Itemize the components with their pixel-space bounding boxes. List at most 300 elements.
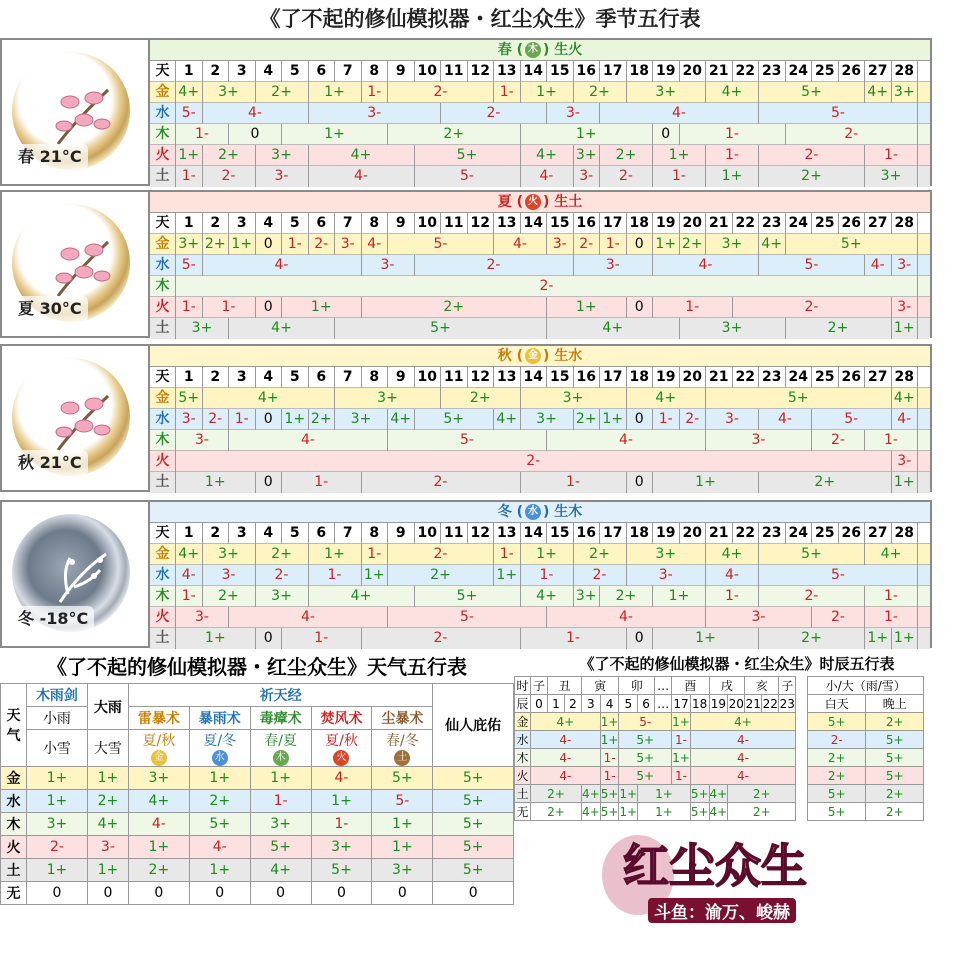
element-value: 1- <box>309 565 362 586</box>
day-number: 10 <box>415 523 442 544</box>
element-row-gold <box>150 82 930 103</box>
day-number: 21 <box>706 367 733 388</box>
element-value: 4- <box>653 255 759 276</box>
shi-label: 时 <box>515 677 531 695</box>
element-value: 1- <box>706 586 759 607</box>
day-number: 18 <box>627 523 654 544</box>
day-number: 12 <box>468 213 495 234</box>
element-value: 1- <box>176 124 229 145</box>
element-label: 木 <box>1 813 27 836</box>
season-grid <box>150 502 930 649</box>
element-value: 1- <box>865 430 918 451</box>
weather-value: 1+ <box>372 836 433 859</box>
element-label: 土 <box>1 859 27 882</box>
element-value: 2+ <box>256 544 309 565</box>
element-value: 3+ <box>574 145 601 166</box>
element-value: 2- <box>176 276 918 297</box>
day-number: 11 <box>441 213 468 234</box>
day-number: 18 <box>627 61 654 82</box>
weather-value: 1+ <box>27 790 88 813</box>
spell-season: 夏/秋 火 <box>311 730 372 767</box>
element-value: 3+ <box>521 409 574 430</box>
day-number: 5 <box>282 523 309 544</box>
weather-value: 5+ <box>433 859 514 882</box>
element-value: 2- <box>256 565 309 586</box>
element-value: 3- <box>892 255 919 276</box>
daxue-header: 大雪 <box>87 730 128 767</box>
element-value: 5+ <box>176 388 203 409</box>
shichen-grid <box>514 676 924 821</box>
element-value: 4- <box>362 234 389 255</box>
element-value: 1- <box>176 297 203 318</box>
weather-table <box>0 651 514 923</box>
weather-grid <box>0 683 514 905</box>
day-number: 27 <box>865 213 892 234</box>
weather-value: 1+ <box>311 790 372 813</box>
element-label: 水 <box>150 103 176 124</box>
element-value: 4- <box>203 255 362 276</box>
day-number: 20 <box>680 61 707 82</box>
element-row-earth <box>150 318 930 339</box>
day-number: 13 <box>494 367 521 388</box>
element-value: 4- <box>203 103 309 124</box>
element-value: 4+ <box>388 409 415 430</box>
element-value: 3- <box>892 297 919 318</box>
day-row <box>150 213 930 234</box>
spell-season: 春/夏 木 <box>250 730 311 767</box>
element-value: 4- <box>547 607 706 628</box>
season-generates: 生土 <box>554 194 583 210</box>
element-circle-icon: 金 <box>525 348 541 364</box>
day-label: 天 <box>150 367 176 388</box>
element-value: 0 <box>229 124 282 145</box>
day-number: 7 <box>335 213 362 234</box>
day-number: 14 <box>521 367 548 388</box>
day-number: 17 <box>600 213 627 234</box>
element-label: 木 <box>515 749 531 767</box>
xiaoxue-header: 小雪 <box>27 730 88 767</box>
element-circle-icon: 火 <box>525 194 541 210</box>
element-label: 木 <box>150 276 176 297</box>
element-value: 1- <box>362 544 389 565</box>
element-value: 1- <box>680 124 786 145</box>
element-value: 2+ <box>759 472 892 493</box>
element-value: 1- <box>653 409 680 430</box>
weather-value: 0 <box>128 882 189 905</box>
element-value: 3- <box>176 409 203 430</box>
element-value: 1- <box>362 82 389 103</box>
weather-value: 0 <box>189 882 250 905</box>
weather-value: 3- <box>87 836 128 859</box>
shi-cell: 戌 <box>709 677 745 695</box>
element-value: 1- <box>176 586 203 607</box>
weather-small-label: 小/大（雨/雪） <box>808 677 924 695</box>
element-value: 2+ <box>256 82 309 103</box>
element-value: 5+ <box>759 82 865 103</box>
day-number: 27 <box>865 61 892 82</box>
element-label: 水 <box>1 790 27 813</box>
weather-value: 1+ <box>189 767 250 790</box>
day-number: 5 <box>282 61 309 82</box>
season-generates: 生木 <box>554 504 583 520</box>
element-value: 2- <box>600 166 653 187</box>
element-value: 4- <box>176 565 203 586</box>
element-value: 1+ <box>309 82 362 103</box>
element-value: 1+ <box>229 234 256 255</box>
day-number: 24 <box>786 61 813 82</box>
element-value: 2- <box>362 472 521 493</box>
day-number: 19 <box>653 61 680 82</box>
day-number: 26 <box>839 523 866 544</box>
element-circle-icon: 水 <box>212 750 228 766</box>
day-number: 22 <box>733 367 760 388</box>
spell-season: 春/冬 土 <box>372 730 433 767</box>
night-label: 晚上 <box>866 695 924 713</box>
element-value: 0 <box>653 124 680 145</box>
element-value: 3- <box>706 607 812 628</box>
spell-season: 夏/秋 金 <box>128 730 189 767</box>
weather-value: 0 <box>372 882 433 905</box>
day-number: 26 <box>839 367 866 388</box>
day-number: 22 <box>733 61 760 82</box>
element-value: 3+ <box>680 318 786 339</box>
season-temperature: 秋 21°C <box>12 450 88 476</box>
element-value: 1+ <box>521 544 574 565</box>
element-value: 3- <box>547 234 574 255</box>
element-value: 1- <box>494 544 521 565</box>
element-value: 2+ <box>203 234 230 255</box>
day-number: 11 <box>441 367 468 388</box>
element-value: 1+ <box>892 318 919 339</box>
element-value: 2- <box>733 297 892 318</box>
weather-value: 1- <box>311 813 372 836</box>
element-value: 4+ <box>706 82 759 103</box>
muyu-header: 木雨剑 <box>27 684 88 707</box>
day-number: 3 <box>229 213 256 234</box>
element-value: 2+ <box>203 145 256 166</box>
element-value: 1+ <box>521 124 654 145</box>
element-value: 3+ <box>892 82 919 103</box>
season-grid <box>150 192 930 339</box>
day-number: 8 <box>362 367 389 388</box>
element-value: 4- <box>706 565 759 586</box>
day-number: 1 <box>176 213 203 234</box>
day-number: 13 <box>494 213 521 234</box>
element-value: 2- <box>176 451 892 472</box>
element-value: 3+ <box>256 586 309 607</box>
day-number: 14 <box>521 61 548 82</box>
element-row-gold <box>150 388 930 409</box>
element-value: 4+ <box>759 234 786 255</box>
element-value: 4+ <box>706 544 759 565</box>
weather-value: 1+ <box>372 813 433 836</box>
day-number: 23 <box>759 367 786 388</box>
element-value: 5+ <box>415 586 521 607</box>
season-table-summer <box>0 190 932 338</box>
weather-value: 4- <box>189 836 250 859</box>
element-label: 土 <box>150 318 176 339</box>
element-value: 3- <box>176 430 229 451</box>
day-number: 21 <box>706 523 733 544</box>
element-value: 2- <box>388 544 494 565</box>
element-value: 1- <box>653 297 733 318</box>
xiaoyu-header: 小雨 <box>27 707 88 730</box>
element-circle-icon: 土 <box>394 750 410 766</box>
element-value: 4- <box>521 166 574 187</box>
element-circle-icon: 木 <box>273 750 289 766</box>
weather-corner: 天气 <box>1 684 27 767</box>
element-circle-icon: 木 <box>525 42 541 58</box>
chen-cell: 1 <box>548 695 565 713</box>
element-row-fire <box>150 607 930 628</box>
day-number: 17 <box>600 61 627 82</box>
element-label: 土 <box>150 628 176 649</box>
weather-row <box>1 813 514 836</box>
season-grid <box>150 40 930 187</box>
day-number: 7 <box>335 367 362 388</box>
day-number: 6 <box>309 213 336 234</box>
element-value: 1- <box>229 409 256 430</box>
shichen-row: 水 4- 1+ 5+ 1- 4- 2- 5+ <box>515 731 924 749</box>
day-number: 9 <box>388 61 415 82</box>
shi-cell: 亥 <box>745 677 779 695</box>
weather-row <box>1 790 514 813</box>
element-value: 1- <box>521 565 574 586</box>
element-value: 1- <box>494 82 521 103</box>
element-value: 3+ <box>203 544 256 565</box>
day-number: 10 <box>415 213 442 234</box>
chen-cell: 2 <box>565 695 582 713</box>
day-number: 11 <box>441 61 468 82</box>
day-label: 白天 <box>808 695 866 713</box>
weather-value: 2- <box>27 836 88 859</box>
element-label: 火 <box>150 451 176 472</box>
spell-name: 雷暴术 <box>128 707 189 730</box>
weather-row <box>1 859 514 882</box>
element-value: 4+ <box>865 82 892 103</box>
element-row-wood <box>150 124 930 145</box>
element-value: 2- <box>441 103 547 124</box>
element-label: 土 <box>150 166 176 187</box>
day-number: 6 <box>309 523 336 544</box>
shi-cell: … <box>655 677 672 695</box>
season-icon-autumn <box>2 346 150 490</box>
shichen-table <box>514 652 960 821</box>
element-row-water <box>150 103 930 124</box>
element-value: 0 <box>627 234 654 255</box>
element-row-gold <box>150 234 930 255</box>
day-number: 5 <box>282 367 309 388</box>
season-header: 冬 ( 水 ) 生木 <box>150 502 930 523</box>
element-value: 3- <box>892 451 919 472</box>
day-label: 天 <box>150 61 176 82</box>
season-table-winter <box>0 500 932 648</box>
season-header: 春 ( 木 ) 生火 <box>150 40 930 61</box>
element-value: 1+ <box>653 586 706 607</box>
day-number: 15 <box>547 61 574 82</box>
element-label: 土 <box>515 785 531 803</box>
element-value: 4+ <box>521 586 574 607</box>
season-name: 夏 <box>497 194 512 210</box>
day-number: 28 <box>892 523 919 544</box>
day-number: 11 <box>441 523 468 544</box>
day-number: 18 <box>627 367 654 388</box>
day-number: 2 <box>203 61 230 82</box>
element-value: 1- <box>653 166 706 187</box>
day-number: 7 <box>335 61 362 82</box>
element-label: 水 <box>150 409 176 430</box>
day-number: 17 <box>600 367 627 388</box>
element-value: 4+ <box>176 82 203 103</box>
weather-value: 0 <box>87 882 128 905</box>
day-number: 3 <box>229 367 256 388</box>
element-value: 4- <box>494 234 547 255</box>
day-number: 19 <box>653 367 680 388</box>
element-value: 0 <box>627 628 654 649</box>
day-number: 10 <box>415 61 442 82</box>
day-number: 9 <box>388 367 415 388</box>
weather-value: 0 <box>250 882 311 905</box>
element-value: 1+ <box>547 297 627 318</box>
element-value: 1+ <box>176 145 203 166</box>
chen-cell: 5 <box>619 695 638 713</box>
weather-value: 3+ <box>128 767 189 790</box>
weather-row <box>1 836 514 859</box>
logo <box>598 820 858 930</box>
element-value: 3- <box>706 430 812 451</box>
season-header: 夏 ( 火 ) 生土 <box>150 192 930 213</box>
weather-value: 1+ <box>27 767 88 790</box>
element-value: 5+ <box>786 234 919 255</box>
day-number: 28 <box>892 367 919 388</box>
element-value: 1+ <box>362 565 389 586</box>
spell-season: 夏/冬 水 <box>189 730 250 767</box>
element-value: 1- <box>282 472 362 493</box>
day-number: 25 <box>812 367 839 388</box>
element-value: 1+ <box>309 544 362 565</box>
season-table-spring <box>0 38 932 186</box>
element-value: 1- <box>282 234 309 255</box>
element-label: 木 <box>150 124 176 145</box>
element-value: 2- <box>203 166 256 187</box>
element-value: 2+ <box>203 586 256 607</box>
chen-cell: 22 <box>762 696 778 711</box>
element-value: 2+ <box>388 124 521 145</box>
day-row <box>150 523 930 544</box>
element-value: 1- <box>865 607 918 628</box>
day-row <box>150 61 930 82</box>
weather-value: 0 <box>433 882 514 905</box>
element-value: 1+ <box>176 628 256 649</box>
element-value: 4- <box>309 166 415 187</box>
element-value: 5- <box>388 234 494 255</box>
element-value: 2- <box>812 607 865 628</box>
element-value: 3- <box>309 103 442 124</box>
shi-cell: 酉 <box>672 677 709 695</box>
element-value: 1+ <box>865 628 892 649</box>
weather-value: 1+ <box>27 859 88 882</box>
element-row-water <box>150 565 930 586</box>
element-value: 4+ <box>494 409 521 430</box>
chen-cell: … <box>655 695 672 713</box>
day-number: 6 <box>309 367 336 388</box>
element-value: 5+ <box>759 544 865 565</box>
day-number: 20 <box>680 367 707 388</box>
element-value: 1+ <box>653 234 680 255</box>
day-label: 天 <box>150 523 176 544</box>
day-row <box>150 367 930 388</box>
element-value: 3+ <box>706 234 759 255</box>
weather-value: 3+ <box>250 813 311 836</box>
day-number: 23 <box>759 61 786 82</box>
element-value: 3- <box>335 234 362 255</box>
shi-cell: 寅 <box>582 677 619 695</box>
chen-cell: 20 <box>728 696 744 711</box>
season-name: 春 <box>497 42 512 58</box>
element-value: 3- <box>706 409 759 430</box>
spell-name: 焚风术 <box>311 707 372 730</box>
qitian-header: 祈天经 <box>128 684 432 707</box>
day-number: 10 <box>415 367 442 388</box>
weather-value: 5+ <box>250 836 311 859</box>
element-value: 3- <box>203 565 256 586</box>
element-value: 3- <box>176 607 229 628</box>
chen-cell: 17 <box>673 696 689 711</box>
element-value: 1- <box>865 145 918 166</box>
element-label: 火 <box>150 607 176 628</box>
weather-value: 5+ <box>189 813 250 836</box>
element-value: 2- <box>786 124 919 145</box>
spell-name: 尘暴术 <box>372 707 433 730</box>
element-value: 0 <box>256 472 283 493</box>
weather-value: 4- <box>128 813 189 836</box>
element-value: 4+ <box>865 544 918 565</box>
element-label: 无 <box>1 882 27 905</box>
element-label: 金 <box>150 82 176 103</box>
element-value: 4+ <box>309 145 415 166</box>
weather-value: 1+ <box>87 859 128 882</box>
weather-value: 5+ <box>372 767 433 790</box>
element-label: 金 <box>150 234 176 255</box>
element-value: 2+ <box>680 234 707 255</box>
element-value: 5+ <box>415 409 495 430</box>
element-value: 0 <box>627 409 654 430</box>
element-value: 1+ <box>653 628 759 649</box>
element-value: 0 <box>256 234 283 255</box>
element-value: 4+ <box>176 544 203 565</box>
chen-label: 辰 <box>515 695 531 713</box>
element-label: 金 <box>1 767 27 790</box>
spell-name: 暴雨术 <box>189 707 250 730</box>
element-value: 0 <box>256 628 283 649</box>
element-label: 无 <box>515 803 531 821</box>
weather-value: 5+ <box>433 836 514 859</box>
day-number: 4 <box>256 367 283 388</box>
weather-value: 4- <box>311 767 372 790</box>
element-value: 2- <box>680 409 707 430</box>
day-number: 19 <box>653 523 680 544</box>
element-value: 0 <box>256 409 283 430</box>
chen-cell: 4 <box>600 695 619 713</box>
day-number: 23 <box>759 523 786 544</box>
element-value: 0 <box>627 472 654 493</box>
element-label: 火 <box>515 767 531 785</box>
weather-value: 3+ <box>372 859 433 882</box>
weather-value: 3+ <box>27 813 88 836</box>
season-table-autumn <box>0 344 932 492</box>
element-value: 4+ <box>627 388 707 409</box>
day-number: 23 <box>759 213 786 234</box>
